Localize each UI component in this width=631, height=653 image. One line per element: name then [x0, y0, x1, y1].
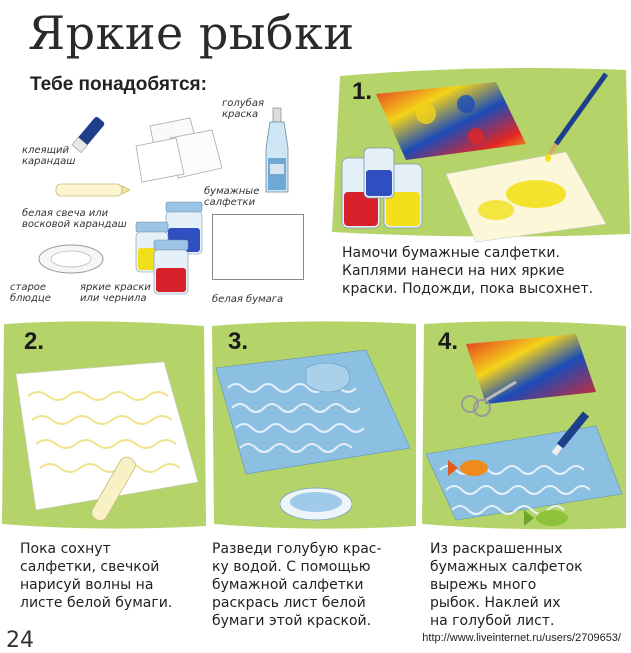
step-4-text: Из раскрашенных бумажных салфеток вырежь много рыбок. Наклей их на голубой лист. — [430, 541, 583, 629]
fish-collage-illustration — [426, 334, 626, 530]
white-candle-icon — [52, 180, 132, 200]
blue-wavy-paper-illustration — [216, 348, 412, 524]
step-4-number: 4. — [438, 328, 459, 355]
step-2-number: 2. — [24, 328, 45, 355]
material-label-napkins: бумажные салфетки — [204, 186, 260, 208]
paper-napkins-icon — [130, 116, 230, 186]
step-3-panel — [210, 318, 420, 628]
blue-paint-bottle-icon — [262, 108, 292, 196]
wavy-paper-illustration — [14, 362, 200, 522]
step-1-jars — [340, 148, 440, 232]
materials-heading: Тебе понадобятся: — [30, 74, 207, 95]
step-1-text: Намочи бумажные салфетки. Каплями нанеси на них яркие краски. Подожди, пока высохнет. — [342, 245, 594, 297]
saucer-icon — [36, 242, 106, 276]
material-label-paints: яркие краски или чернила — [80, 282, 151, 304]
step-1-panel — [330, 64, 630, 316]
material-label-candle: белая свеча или восковой карандаш — [22, 208, 127, 230]
page-number: 24 — [6, 628, 34, 653]
footer-url: http://www.liveinternet.ru/users/2709653/ — [422, 632, 621, 644]
material-label-paper: белая бумага — [212, 294, 284, 305]
step-4-panel — [420, 318, 631, 628]
material-label-saucer: старое блюдце — [10, 282, 51, 304]
step-3-text: Разведи голубую крас- ку водой. С помощью бумажной салфетки раскрась лист белой бумаги этой краской. — [212, 541, 382, 629]
page-title: Яркие рыбки — [28, 6, 355, 60]
materials-section — [0, 90, 330, 315]
step-2-text: Пока сохнут салфетки, свечкой нарисуй волны на листе белой бумаги. — [20, 541, 173, 611]
step-3-number: 3. — [228, 328, 249, 355]
step-1-number: 1. — [352, 78, 373, 105]
material-label-glue: клеящий карандаш — [22, 145, 76, 167]
step-2-panel — [0, 318, 210, 628]
material-label-blue-paint: голубая краска — [222, 98, 264, 120]
white-paper-icon — [212, 214, 304, 280]
